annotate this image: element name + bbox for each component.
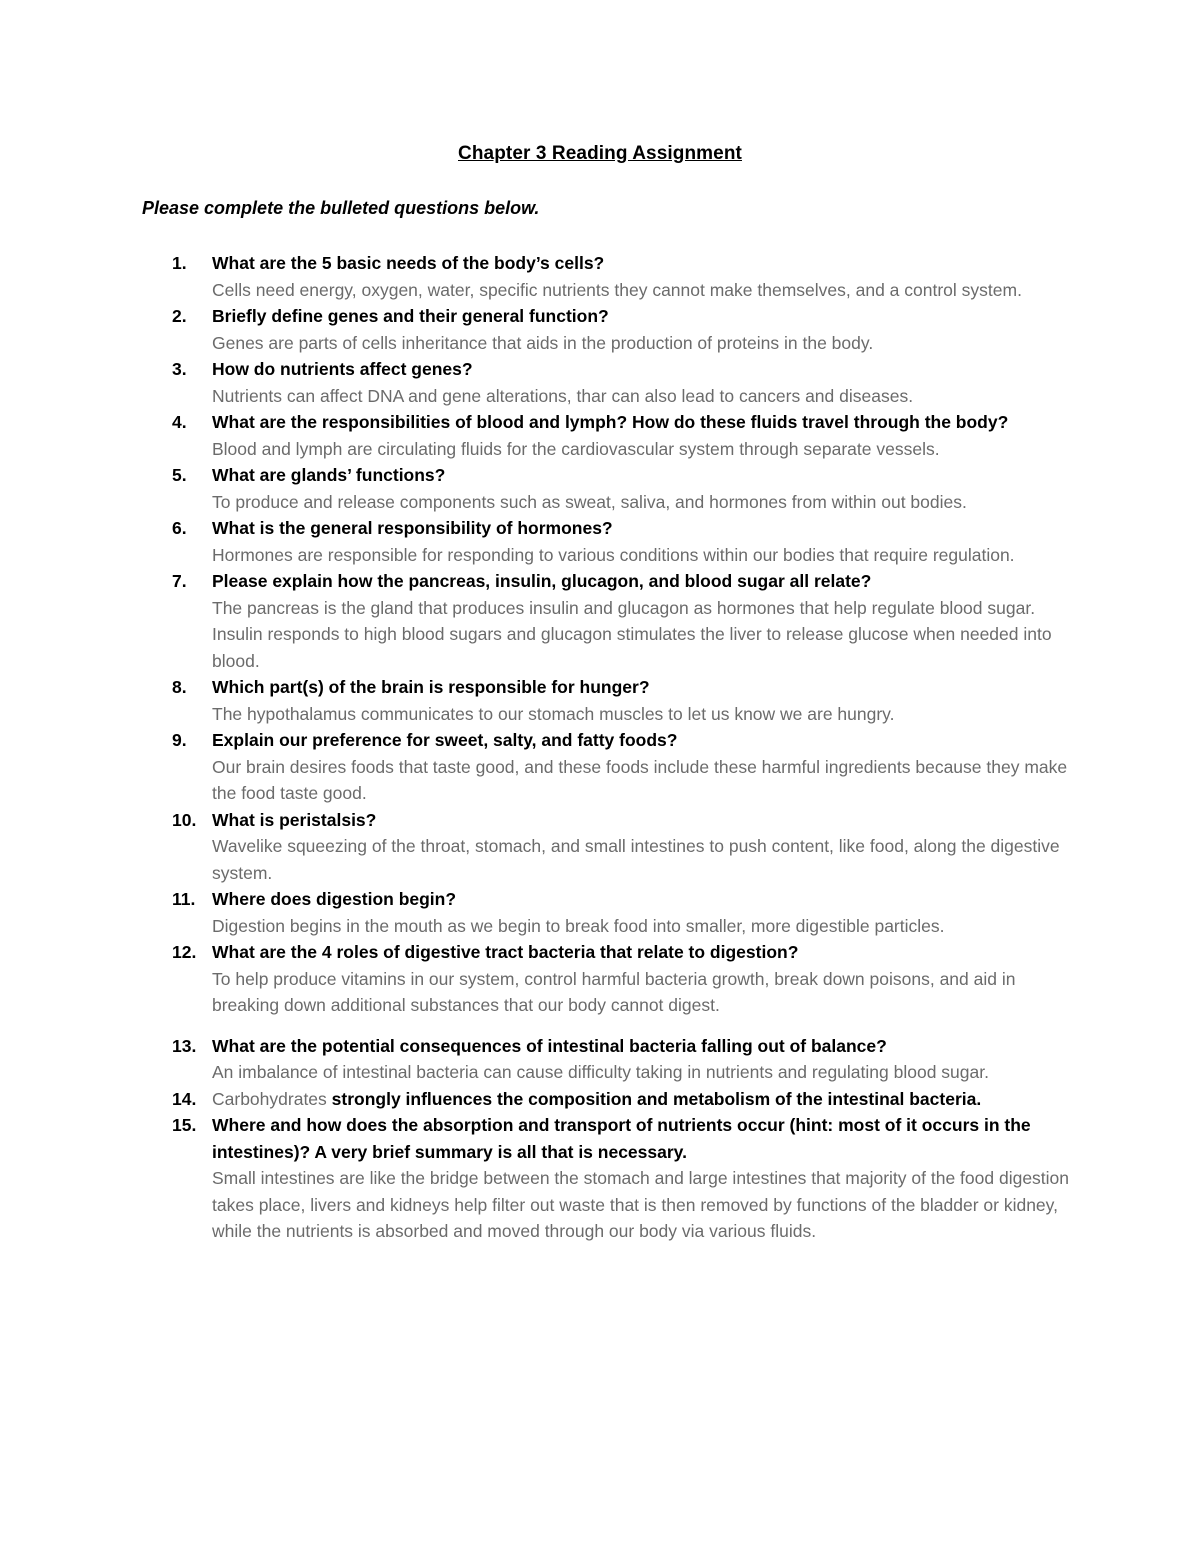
fill-in-answer: Carbohydrates [212,1088,327,1109]
question-text: strongly influences the composition and metabolism of the intestinal bacteria. [326,1088,982,1109]
answer-text: An imbalance of intestinal bacteria can cause difficulty taking in nutrients and regulating blood sugar. [212,1062,989,1082]
question-number: 6. [172,518,187,538]
answer-text: Hormones are responsible for responding to various conditions within our bodies that require regulation. [212,544,1015,565]
question-number: 4. [172,412,187,432]
question-item-1 [172,250,1072,303]
question-item-13 [172,1033,1072,1086]
answer-text: Our brain desires foods that taste good, and these foods include these harmful ingredients because they make the food taste good. [212,756,1068,803]
answer-text: Wavelike squeezing of the throat, stomach, and small intestines to push content, like food, along the digestive system. [212,836,1060,883]
question-number: 8. [172,677,187,697]
question-text: What are the 5 basic needs of the body’s cells? [212,253,605,273]
answer-text: Genes are parts of cells inheritance that aids in the production of proteins in the body. [212,332,874,353]
question-number: 9. [172,730,187,750]
question-text: What is peristalsis? [212,809,377,830]
question-item-2 [172,303,1072,356]
question-item-14 [172,1086,1072,1113]
question-number: 14. [172,1088,197,1109]
question-number: 10. [172,809,197,830]
question-number: 3. [172,359,187,379]
answer-text: The pancreas is the gland that produces insulin and glucagon as hormones that help regulate blood sugar. Insulin responds to high blood sugars and glucagon stimulates the liver to release glucose when needed into blood. [212,597,1052,671]
question-text: What are the 4 roles of digestive tract bacteria that relate to digestion? [212,942,799,962]
question-item-12 [172,939,1072,1019]
answer-text: The hypothalamus communicates to our stomach muscles to let us know we are hungry. [212,703,895,724]
answer-text: To help produce vitamins in our system, control harmful bacteria growth, break down poisons, and aid in breaking down additional substances that our body cannot digest. [212,968,1016,1015]
question-list [172,250,1072,1245]
answer-text: Small intestines are like the bridge between the stomach and large intestines that majority of the food digestion takes place, livers and kidneys help filter out waste that is then removed by functions of the bladder or kidney, while the nutrients is absorbed and moved through our body via various fluids. [212,1168,1070,1241]
question-number: 5. [172,465,187,485]
question-text: Please explain how the pancreas, insulin, glucagon, and blood sugar all relate? [212,571,872,591]
question-number: 11. [172,889,196,909]
instructions-text: Please complete the bulleted questions below. [142,198,540,218]
question-item-5 [172,462,1072,515]
question-item-11 [172,886,1072,939]
answer-text: Nutrients can affect DNA and gene alterations, thar can also lead to cancers and diseases. [212,385,914,406]
question-number: 15. [172,1115,197,1135]
question-number: 7. [172,571,187,591]
question-item-7 [172,568,1072,674]
question-text: Explain our preference for sweet, salty, and fatty foods? [212,730,678,750]
question-text: What are glands’ functions? [212,465,446,485]
question-item-6 [172,515,1072,568]
answer-text: Blood and lymph are circulating fluids for the cardiovascular system through separate vessels. [212,438,940,459]
question-text: Which part(s) of the brain is responsible for hunger? [212,677,650,697]
question-text: Briefly define genes and their general function? [212,306,609,326]
answer-text: Cells need energy, oxygen, water, specific nutrients they cannot make themselves, and a control system. [212,279,1022,300]
question-text: Where does digestion begin? [212,889,457,909]
question-text: What is the general responsibility of hormones? [212,518,613,538]
question-text: What are the potential consequences of intestinal bacteria falling out of balance? [212,1035,887,1056]
question-text: What are the responsibilities of blood and lymph? How do these fluids travel through the body? [212,412,1009,432]
answer-text: Digestion begins in the mouth as we begin to break food into smaller, more digestible particles. [212,915,945,936]
question-item-15 [172,1112,1072,1245]
question-item-9 [172,727,1072,807]
question-text: How do nutrients affect genes? [212,359,473,379]
question-number: 2. [172,306,187,326]
question-number: 1. [172,253,187,273]
question-item-10 [172,807,1072,887]
answer-text: To produce and release components such as sweat, saliva, and hormones from within out bodies. [212,491,967,512]
question-number: 12. [172,942,197,962]
document-title: Chapter 3 Reading Assignment [458,143,742,164]
question-number: 13. [172,1035,197,1056]
question-item-3 [172,356,1072,409]
question-item-8 [172,674,1072,727]
question-item-4 [172,409,1072,462]
question-text: Where and how does the absorption and transport of nutrients occur (hint: most of it occurs in the intestines)? A very brief summary is all that is necessary. [212,1115,1031,1162]
